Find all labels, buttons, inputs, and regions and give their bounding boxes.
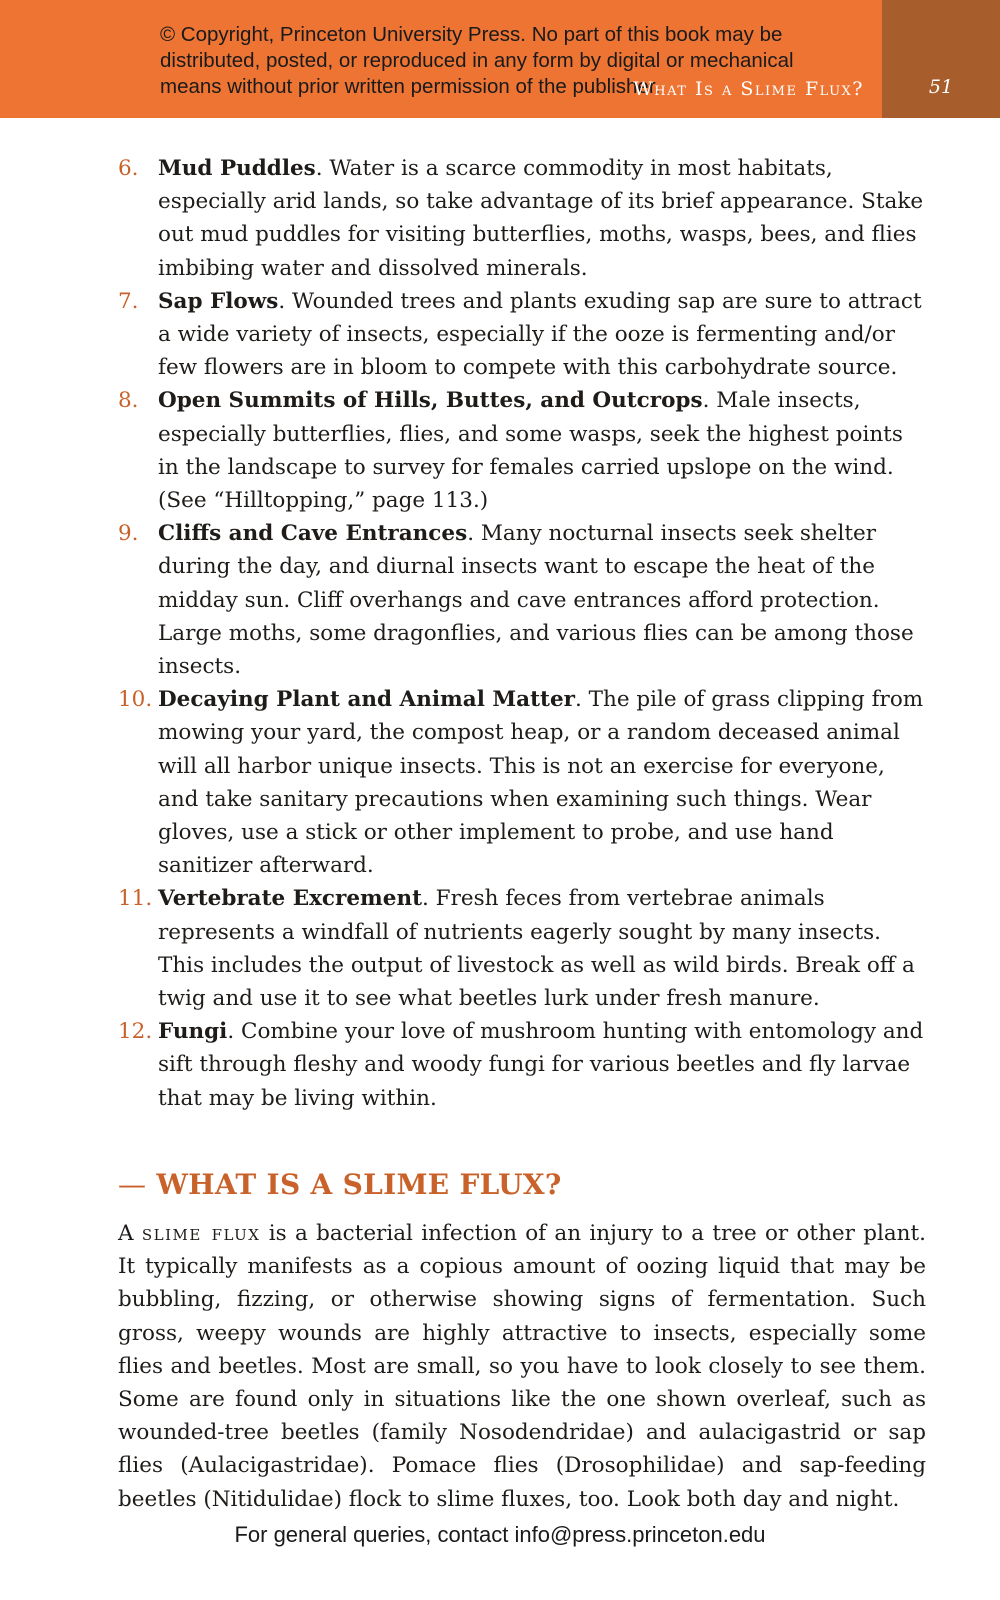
list-number: 10. [118, 687, 153, 713]
list-item [118, 517, 926, 683]
list-number: 11. [118, 886, 153, 912]
list-number: 7. [118, 288, 139, 314]
list-term: Cliffs and Cave Entrances [158, 521, 468, 547]
list-term: Sap Flows [158, 288, 279, 314]
footer-contact: For general queries, contact info@press.princeton.edu [234, 1522, 766, 1547]
list-term: Fungi [158, 1019, 228, 1045]
heading-text: WHAT IS A SLIME FLUX? [156, 1167, 562, 1201]
list-item [118, 152, 926, 285]
list-text: . Many nocturnal insects seek shelter during the day, and diurnal insects want to escape the heat of the midday sun. Cliff overhangs and cave entrances afford protection. Large moths, some dragonflies, and various flies can be among those insects. [158, 521, 914, 680]
list-number: 8. [118, 388, 139, 414]
list-text: . Water is a scarce commodity in most habitats, especially arid lands, so take advantage of its brief appearance. Stake out mud puddles for visiting butterflies, moths, wasps, bees, and flies imbibing water and dissolved minerals. [158, 156, 924, 281]
list-item [118, 683, 926, 882]
list-item [118, 384, 926, 517]
list-number: 9. [118, 521, 139, 547]
list-text: . Fresh feces from vertebrae animals represents a windfall of nutrients eagerly sought by many insects. This includes the output of livestock as well as wild birds. Break off a twig and use it to see what beetles lurk under fresh manure. [158, 886, 915, 1012]
heading-dash: — [118, 1167, 147, 1201]
list-term: Vertebrate Excrement [158, 886, 423, 912]
list-item [118, 1015, 926, 1115]
paragraph-body: is a bacterial infection of an injury to a tree or other plant. It typically manifests as a copious amount of oozing liquid that may be bubbling, fizzing, or otherwise showing signs of fermentation. Such gross, weepy wounds are highly attractive to insects, especially some flies and beetles. Most are small, so you have to look closely to see them. Some are found only in situations like the one shown overleaf, such as wounded-tree beetles (family Nosodendridae) and aulacigastrid or sap flies (Aulacigastridae). Pomace flies (Drosophilidae) and sap-feeding beetles (Nitidulidae) flock to slime fluxes, too. Look both day and night. [118, 1220, 926, 1512]
section-heading [118, 1165, 926, 1205]
list-term: Mud Puddles [158, 156, 316, 181]
list-text: . Wounded trees and plants exuding sap are sure to attract a wide variety of insects, especially if the ooze is fermenting and/or few flowers are in bloom to compete with this carbohydrate source. [158, 288, 922, 381]
habitat-list [118, 152, 926, 1115]
list-term: Open Summits of Hills, Buttes, and Outcrops [158, 388, 703, 414]
list-item [118, 882, 926, 1015]
copyright-notice: © Copyright, Princeton University Press. No part of this book may be distributed, posted, or reproduced in any form by digital or mechanical means without prior written permission of the publisher. [160, 23, 794, 98]
running-title: What Is a Slime Flux? [633, 78, 864, 100]
list-term: Decaying Plant and Animal Matter [158, 687, 575, 713]
lead-term: slime flux [141, 1220, 261, 1246]
section-paragraph [118, 1217, 926, 1516]
header-band [0, 0, 1000, 118]
list-text: . Combine your love of mushroom hunting with entomology and sift through fleshy and woody fungi for various beetles and fly larvae that may be living within. [158, 1019, 924, 1111]
list-text: . Male insects, especially butterflies, flies, and some wasps, seek the highest points in the landscape to survey for females carried upslope on the wind. (See “Hilltopping,” page 113.) [158, 388, 903, 514]
page-number-tab [882, 0, 1000, 118]
lead-article: A [118, 1220, 134, 1246]
page-number: 51 [928, 76, 954, 98]
list-number: 12. [118, 1019, 153, 1045]
list-item [118, 285, 926, 385]
page-body [118, 152, 926, 1516]
list-text: . The pile of grass clipping from mowing your yard, the compost heap, or a random deceased animal will all harbor unique insects. This is not an exercise for everyone, and take sanitary precautions when examining such things. Wear gloves, use a stick or other implement to probe, and use hand sanitizer afterward. [158, 687, 924, 879]
list-number: 6. [118, 156, 139, 181]
